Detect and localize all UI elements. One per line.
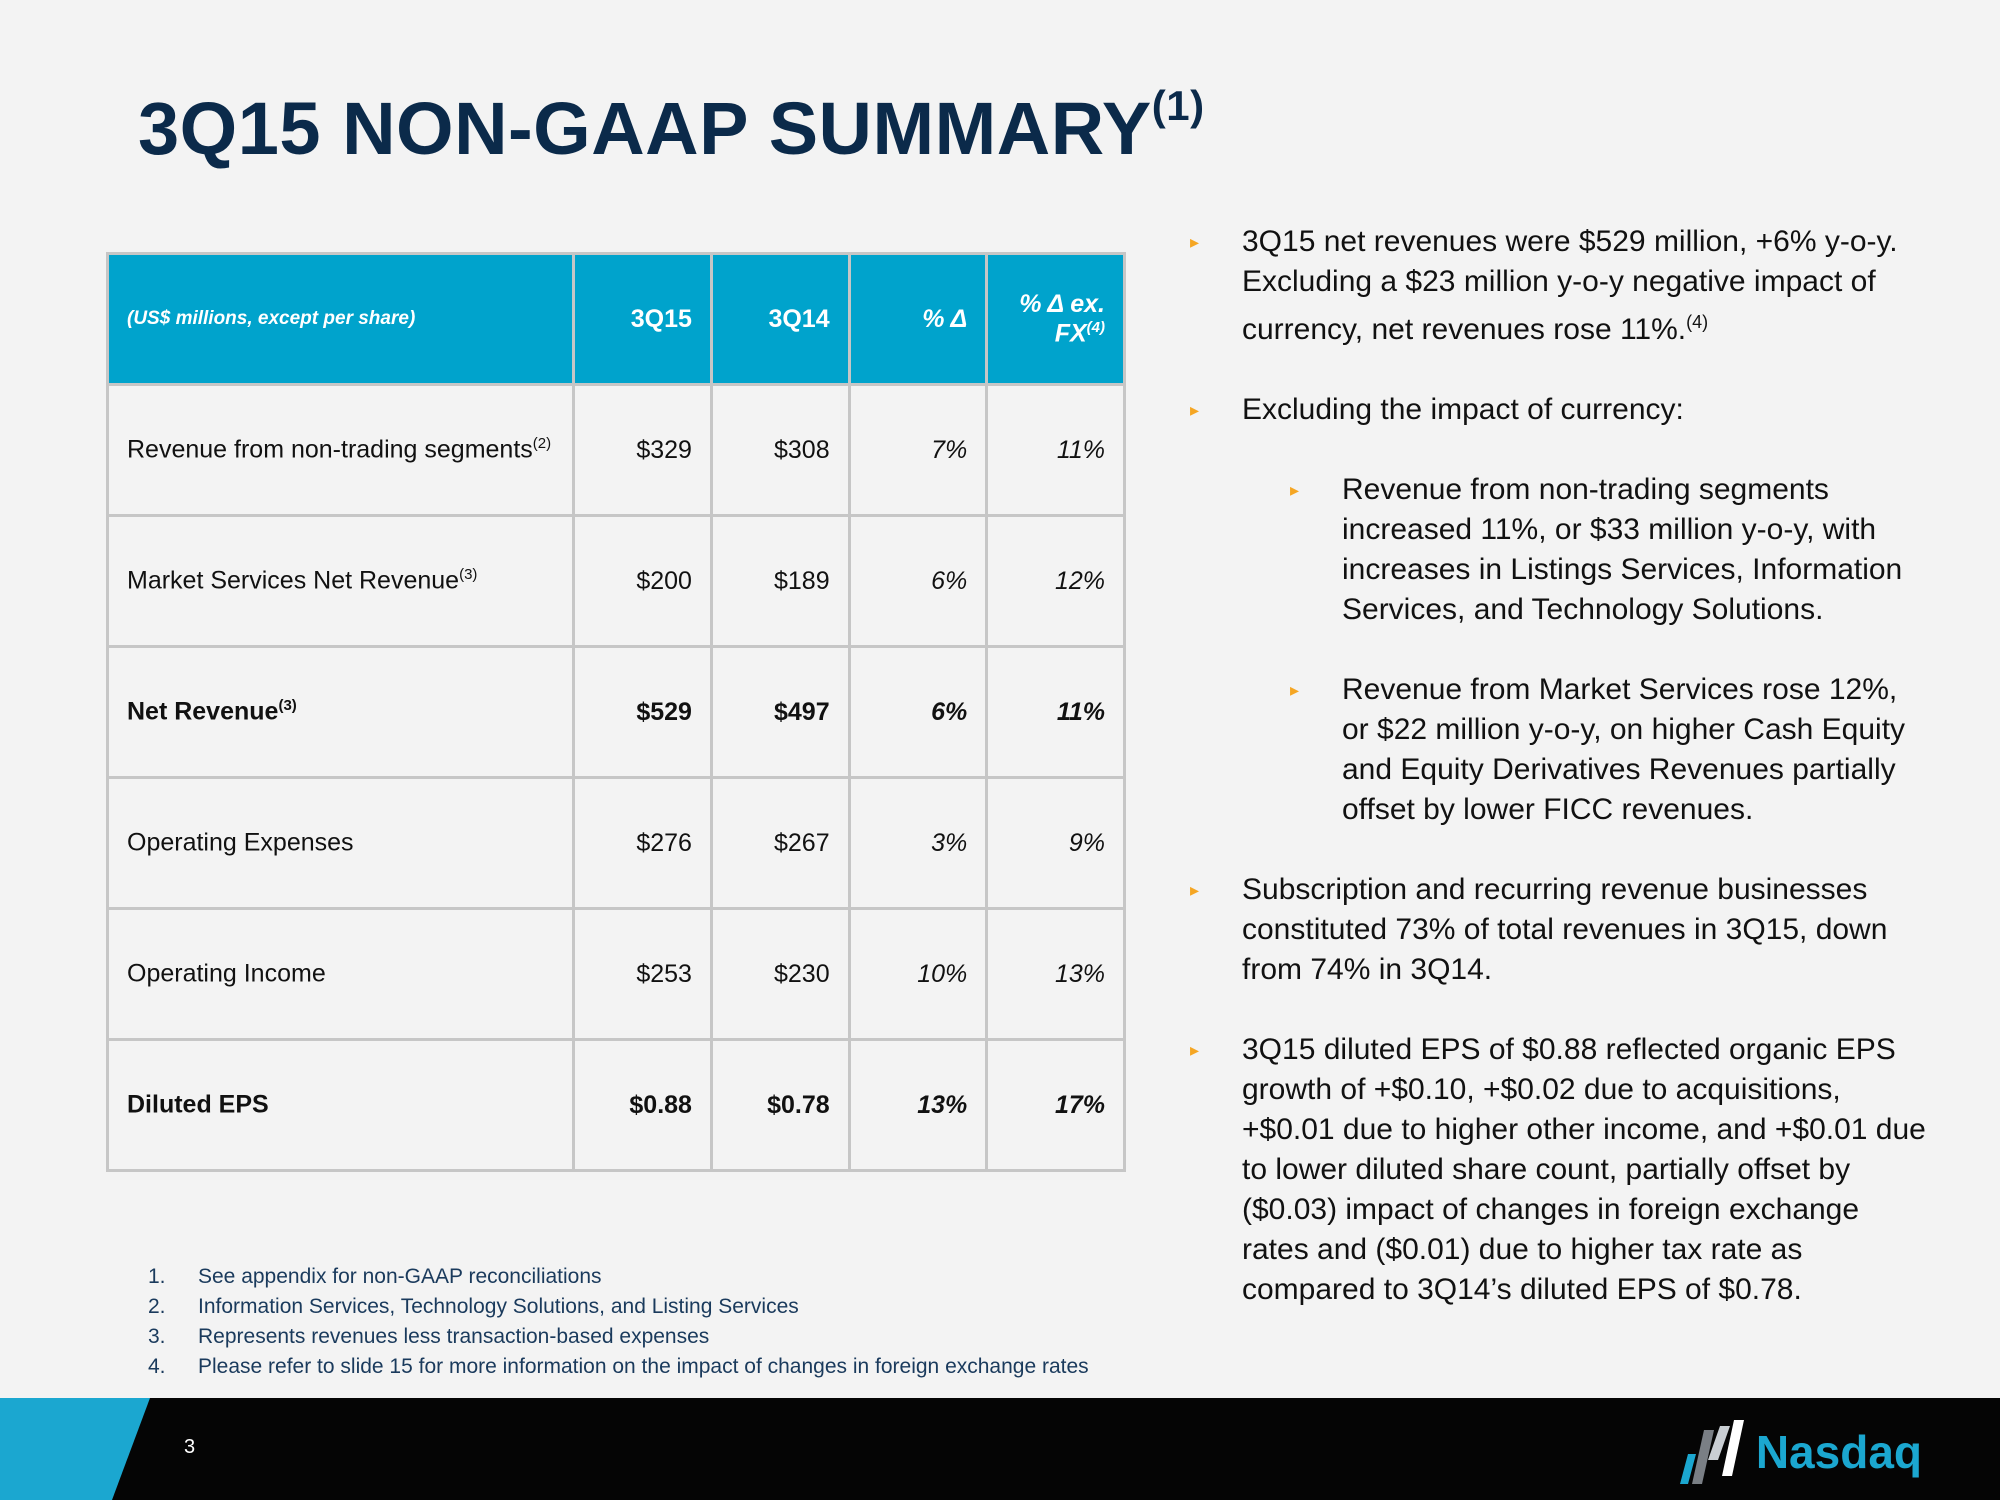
brand-name: Nasdaq: [1755, 1426, 1922, 1478]
summary-table: [106, 252, 1126, 1172]
cell-pct-change: 10%: [849, 909, 987, 1040]
row-label: Net Revenue$^{(3)}$: [108, 647, 574, 778]
cell-3q15: $329: [574, 385, 712, 516]
table-row: [108, 909, 1125, 1040]
cell-pct-change-ex-fx: 13%: [987, 909, 1125, 1040]
bullet-marker-icon: ▸: [1190, 400, 1200, 420]
footnotes: [148, 1262, 1089, 1382]
cell-pct-change: 3%: [849, 778, 987, 909]
bullet-item: ▸ Subscription and recurring revenue businesses constituted 73% of total revenues in 3Q15, down from 74% in 3Q14.: [1190, 870, 1930, 990]
footnote-item: 1. See appendix for non-GAAP reconciliations: [148, 1265, 602, 1288]
table-row: [108, 647, 1125, 778]
bullet-list: [1190, 222, 1930, 1350]
cell-pct-change: 13%: [849, 1040, 987, 1171]
cell-3q15: $0.88: [574, 1040, 712, 1171]
cell-pct-change-ex-fx: 9%: [987, 778, 1125, 909]
table-row: [108, 1040, 1125, 1171]
footnote-item: 2. Information Services, Technology Solutions, and Listing Services: [148, 1295, 799, 1318]
footnote-item: 3. Represents revenues less transaction-based expenses: [148, 1325, 710, 1348]
sub-bullet-item: ▸ Revenue from non-trading segments increased 11%, or $33 million y-o-y, with increases in Listings Services, Information Services, and Technology Solutions.: [1290, 470, 1930, 630]
sub-bullet-item: ▸ Revenue from Market Services rose 12%, or $22 million y-o-y, on higher Cash Equity and Equity Derivatives Revenues partially offset by lower FICC revenues.: [1290, 670, 1930, 830]
cell-pct-change: 6%: [849, 516, 987, 647]
table-row: [108, 516, 1125, 647]
footnote-item: 4. Please refer to slide 15 for more information on the impact of changes in foreign exchange rates: [148, 1355, 1089, 1378]
bullet-item: ▸ Excluding the impact of currency:: [1190, 390, 1930, 430]
bullet-marker-icon: ▸: [1190, 1040, 1200, 1060]
cell-3q15: $276: [574, 778, 712, 909]
cell-pct-change-ex-fx: 12%: [987, 516, 1125, 647]
row-label: Revenue from non-trading segments$^{(2)}$: [108, 385, 574, 516]
cell-3q14: $189: [711, 516, 849, 647]
cell-3q14: $0.78: [711, 1040, 849, 1171]
header-pct-change-ex-fx: % Δ ex. FX$^{(4)}$: [987, 254, 1125, 385]
bullet-marker-icon: ▸: [1190, 880, 1200, 900]
cell-pct-change-ex-fx: 17%: [987, 1040, 1125, 1171]
row-label: Market Services Net Revenue$^{(3)}$: [108, 516, 574, 647]
title-footnote-ref: (1): [1151, 82, 1205, 130]
bullet-marker-icon: ▸: [1290, 480, 1300, 500]
cell-3q15: $253: [574, 909, 712, 1040]
cell-pct-change-ex-fx: 11%: [987, 647, 1125, 778]
header-units-label: (US$ millions, except per share): [108, 254, 574, 385]
cell-pct-change: 6%: [849, 647, 987, 778]
header-pct-change: % Δ: [849, 254, 987, 385]
header-3q15: 3Q15: [574, 254, 712, 385]
nasdaq-logo: [1678, 1420, 1922, 1484]
footer-bar: [0, 1398, 2000, 1500]
page-title: 3Q15 NON-GAAP SUMMARY$^{(1)}$: [138, 82, 1205, 170]
table-row: [108, 385, 1125, 516]
footer-accent-stripe: [0, 1398, 150, 1500]
row-label: Operating Income: [108, 909, 574, 1040]
nasdaq-n-icon: [1678, 1420, 1748, 1484]
cell-3q14: $308: [711, 385, 849, 516]
bullet-marker-icon: ▸: [1190, 232, 1200, 252]
bullet-item: ▸ 3Q15 diluted EPS of $0.88 reflected organic EPS growth of +$0.10, +$0.02 due to acquisitions, +$0.01 due to higher other income, and +$0.01 due to lower diluted share count, partially offset by ($0.03) impact of changes in foreign exchange rates and ($0.01) due to higher tax rate as compared to 3Q14’s diluted EPS of $0.78.: [1190, 1030, 1930, 1310]
bullet-marker-icon: ▸: [1290, 680, 1300, 700]
table-row: [108, 778, 1125, 909]
bullet-item: ▸ 3Q15 net revenues were $529 million, +6% y-o-y. Excluding a $23 million y-o-y negative impact of currency, net revenues rose 11%.$^{(4)}$: [1190, 222, 1930, 350]
cell-3q15: $200: [574, 516, 712, 647]
header-3q14: 3Q14: [711, 254, 849, 385]
cell-pct-change: 7%: [849, 385, 987, 516]
row-label: Operating Expenses: [108, 778, 574, 909]
row-label: Diluted EPS: [108, 1040, 574, 1171]
cell-pct-change-ex-fx: 11%: [987, 385, 1125, 516]
table-header-row: [108, 254, 1125, 385]
cell-3q14: $497: [711, 647, 849, 778]
cell-3q15: $529: [574, 647, 712, 778]
cell-3q14: $267: [711, 778, 849, 909]
page-number: 3: [184, 1436, 196, 1458]
cell-3q14: $230: [711, 909, 849, 1040]
